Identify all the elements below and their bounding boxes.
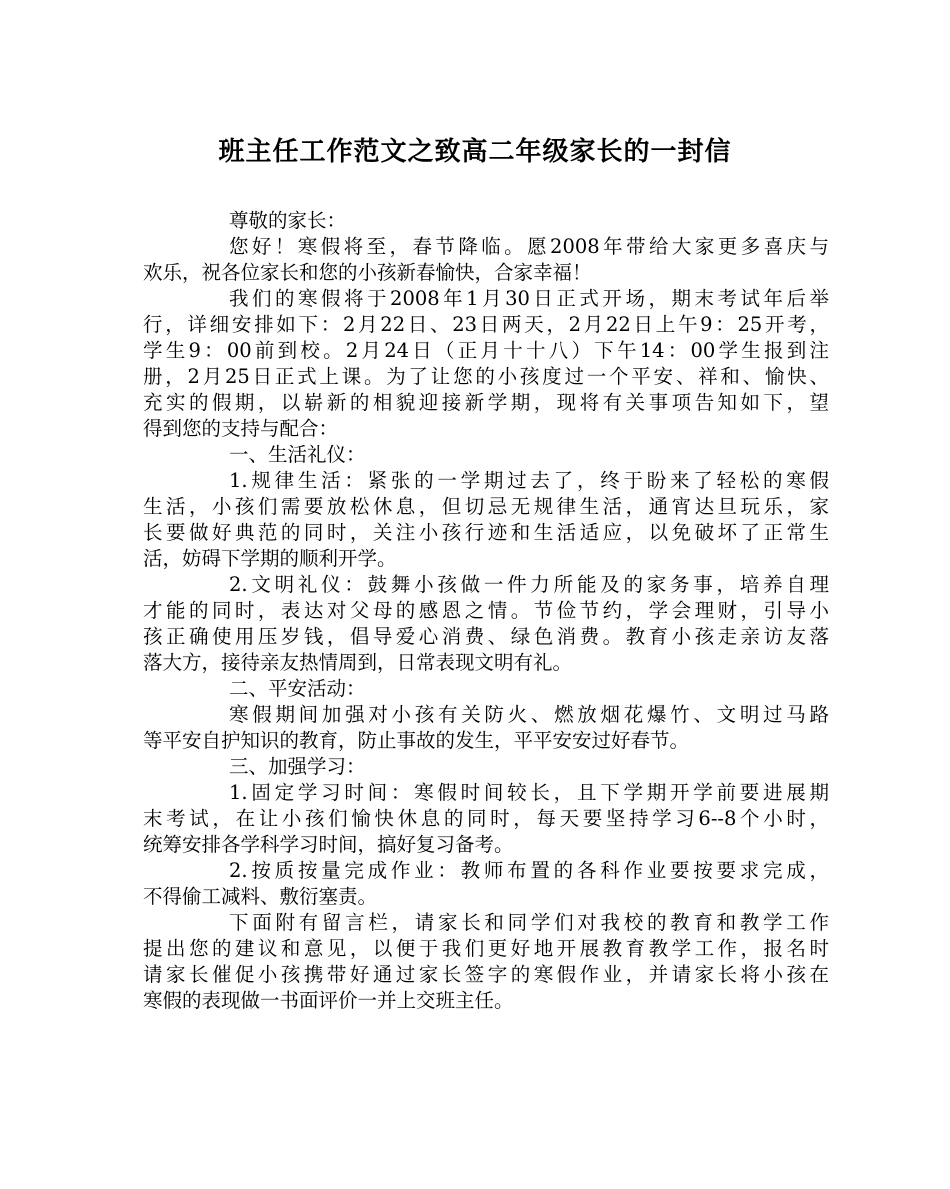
paragraph-line: 末考试，在让小孩们愉快休息的同时，每天要坚持学习6--8个小时，: [143, 807, 829, 830]
section-heading: 三、加强学习：: [229, 755, 366, 778]
paragraph-line: 等平安自护知识的教育，防止事故的发生，平平安安过好春节。: [143, 729, 690, 752]
section-heading: 二、平安活动：: [229, 677, 366, 700]
paragraph-line: 册，2月25日正式上课。为了让您的小孩度过一个平安、祥和、愉快、: [143, 365, 829, 388]
paragraph-line: 行，详细安排如下：2月22日、23日两天，2月22日上午9：25开考，: [143, 313, 829, 336]
paragraph-line: 充实的假期，以崭新的相貌迎接新学期，现将有关事项告知如下，望: [143, 391, 829, 414]
paragraph-line: 学生9：00前到校。2月24日（正月十十八）下午14：00学生报到注: [143, 339, 829, 362]
paragraph-line: 活，妨碍下学期的顺利开学。: [143, 547, 397, 570]
paragraph-line: 长要做好典范的同时，关注小孩行迹和生活适应，以免破坏了正常生: [143, 521, 829, 544]
paragraph-line: 生活，小孩们需要放松休息，但切忌无规律生活，通宵达旦玩乐，家: [143, 495, 829, 518]
paragraph-line: 不得偷工减料、敷衍塞责。: [143, 885, 378, 908]
paragraph-line: 孩正确使用压岁钱，倡导爱心消费、绿色消费。教育小孩走亲访友落: [143, 625, 829, 648]
section-heading: 一、生活礼仪：: [229, 443, 366, 466]
paragraph-line: 寒假期间加强对小孩有关防火、燃放烟花爆竹、文明过马路: [229, 703, 829, 726]
paragraph-line: 2.文明礼仪：鼓舞小孩做一件力所能及的家务事，培养自理: [229, 573, 829, 596]
paragraph-line: 得到您的支持与配合：: [143, 417, 339, 440]
paragraph-line: 欢乐，祝各位家长和您的小孩新春愉快，合家幸福！: [143, 261, 592, 284]
paragraph-line: 下面附有留言栏，请家长和同学们对我校的教育和教学工作: [229, 911, 829, 934]
document-title: 班主任工作范文之致高二年级家长的一封信: [218, 137, 732, 167]
paragraph-line: 您好！寒假将至，春节降临。愿2008年带给大家更多喜庆与: [229, 235, 829, 258]
paragraph-line: 提出您的建议和意见，以便于我们更好地开展教育教学工作，报名时: [143, 937, 829, 960]
paragraph-line: 1.规律生活：紧张的一学期过去了，终于盼来了轻松的寒假: [229, 469, 829, 492]
letter-body: [143, 208, 829, 1014]
paragraph-line: 请家长催促小孩携带好通过家长签字的寒假作业，并请家长将小孩在: [143, 963, 829, 986]
paragraph-line: 寒假的表现做一书面评价一并上交班主任。: [143, 989, 514, 1012]
paragraph-line: 1.固定学习时间：寒假时间较长，且下学期开学前要进展期: [229, 781, 829, 804]
paragraph-line: 2.按质按量完成作业：教师布置的各科作业要按要求完成，: [229, 859, 829, 882]
paragraph-line: 我们的寒假将于2008年1月30日正式开场，期末考试年后举: [229, 287, 829, 310]
paragraph-line: 统筹安排各学科学习时间，搞好复习备考。: [143, 833, 514, 856]
paragraph-line: 才能的同时，表达对父母的感恩之情。节俭节约，学会理财，引导小: [143, 599, 829, 622]
salutation: 尊敬的家长：: [229, 209, 347, 232]
paragraph-line: 落大方，接待亲友热情周到，日常表现文明有礼。: [143, 651, 573, 674]
